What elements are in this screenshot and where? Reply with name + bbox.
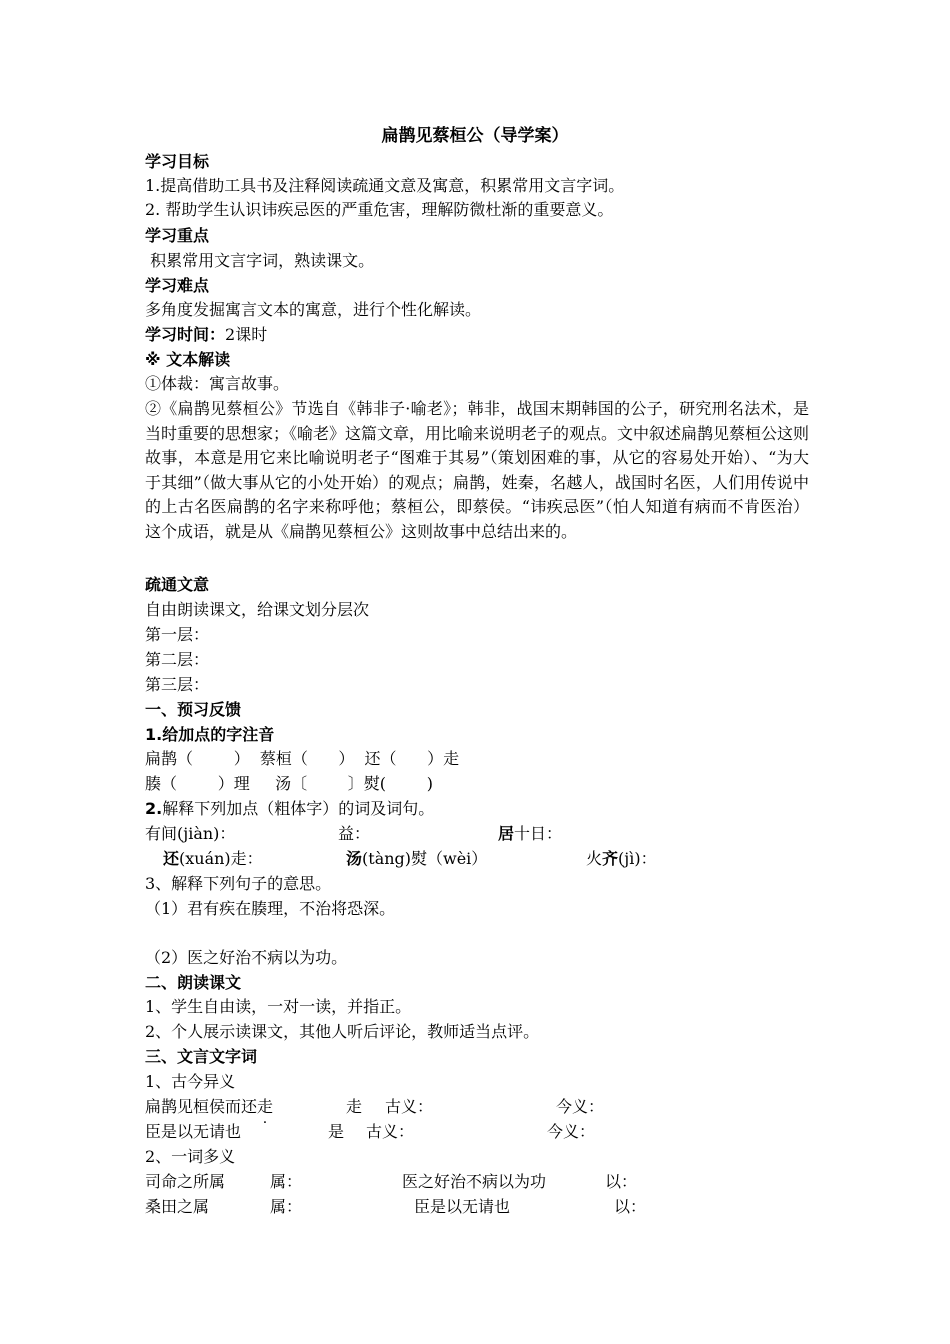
am-row-2-word: 是 — [328, 1122, 345, 1141]
layer-3: 第三层： — [145, 675, 210, 694]
study-time — [145, 323, 267, 348]
difficulty-text: 多角度发掘寓言文本的寓意，进行个性化解读。 — [145, 300, 482, 319]
layer-2: 第二层： — [145, 650, 210, 669]
am-row-2-new: 今义： — [547, 1122, 596, 1141]
difficulty-heading: 学习难点 — [145, 276, 210, 295]
q3-heading: 3、解释下列句子的意思。 — [145, 874, 332, 893]
ancient-modern-heading: 1、古今异义 — [145, 1072, 236, 1091]
q1-heading: 1.给加点的字注音 — [145, 725, 275, 744]
am-row-1-old: 古义： — [385, 1097, 434, 1116]
study-time-value: 2课时 — [225, 325, 268, 344]
am-row-1-sentence: 扁鹊见桓侯而还走 — [145, 1097, 274, 1116]
pinyin-row-2: 腠（ ）理 汤〔 〕熨( ) — [145, 774, 433, 793]
focus-heading: 学习重点 — [145, 226, 210, 245]
focus-text: 积累常用文言字词，熟读课文。 — [145, 251, 375, 270]
comprehension-task: 自由朗读课文，给课文划分层次 — [145, 600, 370, 619]
genre-line: ①体裁：寓言故事。 — [145, 374, 290, 393]
pm-row-2-b: 属： — [270, 1197, 303, 1216]
study-time-label: 学习时间： — [145, 325, 226, 344]
q2-number: 2. — [145, 799, 163, 818]
am-row-1-word: 走 — [346, 1097, 363, 1116]
q2-item-youjian: 有间(jiàn)： — [145, 824, 236, 843]
am-row-2-sentence: 臣是以无请也 — [145, 1122, 242, 1141]
am-row-1-new: 今义： — [556, 1097, 605, 1116]
goals-heading: 学习目标 — [145, 152, 210, 171]
goal-1: 1.提高借助工具书及注释阅读疏通文意及寓意，积累常用文言字词。 — [145, 176, 625, 195]
text-reading-heading: ※ 文本解读 — [145, 350, 231, 369]
q2-text: 解释下列加点（粗体字）的词及词句。 — [162, 799, 435, 818]
section-3-heading: 三、文言文字词 — [145, 1047, 258, 1066]
q2-item-ju: 居十日： — [498, 824, 563, 843]
pm-row-2-d: 以： — [614, 1197, 647, 1216]
pm-row-1-b: 属： — [270, 1172, 303, 1191]
emphasis-dot-char: 走 — [257, 1097, 274, 1116]
document-title: 扁鹊见蔡桓公（导学案） — [381, 126, 569, 146]
pm-row-1-d: 以： — [605, 1172, 638, 1191]
polysemy-heading: 2、一词多义 — [145, 1147, 236, 1166]
pm-row-1-c: 医之好治不病以为功 — [402, 1172, 547, 1191]
goal-2: 2. 帮助学生认识讳疾忌医的严重危害，理解防微杜渐的重要意义。 — [145, 200, 614, 219]
comprehension-heading: 疏通文意 — [145, 575, 210, 594]
background-paragraph: ②《扁鹊见蔡桓公》节选自《韩非子·喻老》；韩非，战国末期韩国的公子，研究刑名法术，是当时重要的思想家；《喻老》这篇文章，用比喻来说明老子的观点。文中叙述扁鹊见蔡桓公这则故事，本意是用它来比喻说明老子“图难于其易”（策划困难的事，从它的容易处开始）、“为大于其细”（做大事从它的小处开始）的观点；扁鹊，姓秦，名越人，战国时名医，人们用传说中的上古名医扁鹊的名字来称呼他；蔡桓公，即蔡侯。“讳疾忌医”（怕人知道有病而不肯医治）这个成语，就是从《扁鹊见蔡桓公》这则故事中总结出来的。 — [145, 399, 810, 541]
q2-item-tang: 汤(tàng)熨（wèi） — [346, 849, 488, 868]
pinyin-row-1: 扁鹊（ ） 蔡桓（ ） 还（ ）走 — [145, 749, 460, 768]
read-step-1: 1、学生自由读，一对一读，并指正。 — [145, 997, 412, 1016]
pm-row-2-a: 桑田之属 — [145, 1197, 210, 1216]
section-1-heading: 一、预习反馈 — [145, 700, 242, 719]
q3-sentence-1: （1）君有疾在腠理，不治将恐深。 — [145, 899, 396, 918]
q2-item-huan: 还(xuán)走： — [163, 849, 263, 868]
layer-1: 第一层： — [145, 625, 210, 644]
q2-item-yi: 益： — [338, 824, 371, 843]
q2-line — [145, 797, 434, 822]
read-step-2: 2、个人展示读课文，其他人听后评论，教师适当点评。 — [145, 1022, 540, 1041]
am-row-2-old: 古义： — [366, 1122, 415, 1141]
pm-row-2-c: 臣是以无请也 — [414, 1197, 511, 1216]
pm-row-1-a: 司命之所属 — [145, 1172, 226, 1191]
section-2-heading: 二、朗读课文 — [145, 973, 242, 992]
q3-sentence-2: （2）医之好治不病以为功。 — [145, 948, 348, 967]
q2-item-ji: 火齐(jì)： — [586, 849, 657, 868]
